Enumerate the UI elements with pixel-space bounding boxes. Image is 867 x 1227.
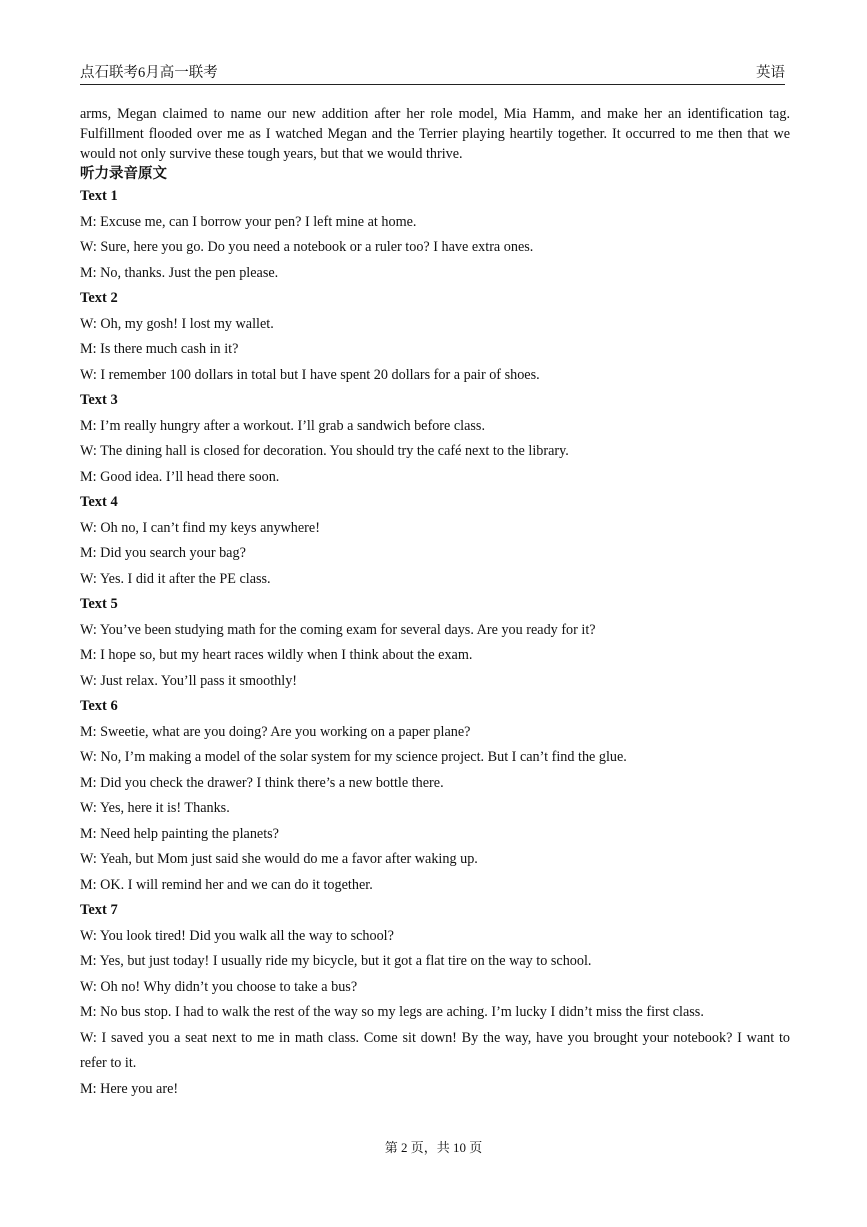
dialogue-line: M: No bus stop. I had to walk the rest of the way so my legs are aching. I’m lucky I didn’t miss the first class. [80,1004,704,1020]
dialogue-line: M: Need help painting the planets? [80,825,279,842]
dialogue-line: W: I remember 100 dollars in total but I have spent 20 dollars for a pair of shoes. [80,366,540,383]
page-number: 第 2 页，共 10 页 [384,1140,483,1155]
dialogue-line: M: Did you search your bag? [80,545,246,561]
transcript-title: Text 3 [80,392,118,408]
intro-paragraph: arms, Megan claimed to name our new addition after her role model, Mia Hamm, and make her an identification tag. Fulfillment flooded over me as I watched Megan and the Terrier playing heartily together. It occurred to me then that we would not only survive these tough years, but that we would thrive. [80,106,790,162]
exam-name: 点石联考6月高一联考 [80,65,218,81]
transcript-section [80,286,790,388]
transcript-title: Text 7 [80,902,118,918]
dialogue-line: M: Excuse me, can I borrow your pen? I left mine at home. [80,213,417,230]
page-header [80,64,785,85]
dialogue-line: W: Yes. I did it after the PE class. [80,570,271,587]
dialogue-line: W: No, I’m making a model of the solar system for my science project. But I can’t find the glue. [80,749,627,765]
dialogue-line: M: Is there much cash in it? [80,341,239,357]
transcript-title: Text 5 [80,596,118,612]
dialogue-line: M: Good idea. I’ll head there soon. [80,468,280,485]
dialogue-line: W: Oh no, I can’t find my keys anywhere! [80,519,320,536]
dialogue-line: W: Yeah, but Mom just said she would do me a favor after waking up. [80,851,478,867]
dialogue-line: W: The dining hall is closed for decoration. You should try the café next to the library. [80,443,569,459]
dialogue-line: M: I hope so, but my heart races wildly when I think about the exam. [80,647,473,663]
dialogue-line: M: Yes, but just today! I usually ride my bicycle, but it got a flat tire on the way to school. [80,953,592,969]
subject-label: 英语 [756,65,785,81]
dialogue-line: W: I saved you a seat next to me in math class. Come sit down! By the way, have you brought your notebook? I want to refer to it. [80,1029,790,1071]
dialogue-line: W: Just relax. You’ll pass it smoothly! [80,672,298,689]
dialogue-line: W: Oh no! Why didn’t you choose to take a bus? [80,978,358,995]
dialogue-line: M: OK. I will remind her and we can do it together. [80,876,373,893]
transcript-title: Text 6 [80,698,118,714]
transcript-section [80,184,790,286]
dialogue-line: W: Yes, here it is! Thanks. [80,800,230,816]
section-heading: 听力录音原文 [80,166,167,182]
transcript-section [80,898,790,1102]
transcript-section [80,592,790,694]
dialogue-line: M: Here you are! [80,1080,179,1097]
dialogue-line: M: Did you check the drawer? I think there’s a new bottle there. [80,774,444,791]
dialogue-line: W: Oh, my gosh! I lost my wallet. [80,315,274,332]
transcript-section [80,694,790,898]
transcript-section [80,490,790,592]
dialogue-line: W: You’ve been studying math for the coming exam for several days. Are you ready for it? [80,621,596,638]
document-body [80,104,790,1102]
transcript-title: Text 2 [80,290,118,306]
dialogue-line: W: Sure, here you go. Do you need a notebook or a ruler too? I have extra ones. [80,239,534,255]
transcript-title: Text 1 [80,188,118,204]
transcript-title: Text 4 [80,494,118,510]
dialogue-line: M: No, thanks. Just the pen please. [80,264,279,281]
transcript-section [80,388,790,490]
dialogue-line: M: Sweetie, what are you doing? Are you working on a paper plane? [80,723,471,740]
transcript-list [80,184,790,1102]
dialogue-line: M: I’m really hungry after a workout. I’ll grab a sandwich before class. [80,417,485,434]
dialogue-line: W: You look tired! Did you walk all the way to school? [80,927,394,944]
